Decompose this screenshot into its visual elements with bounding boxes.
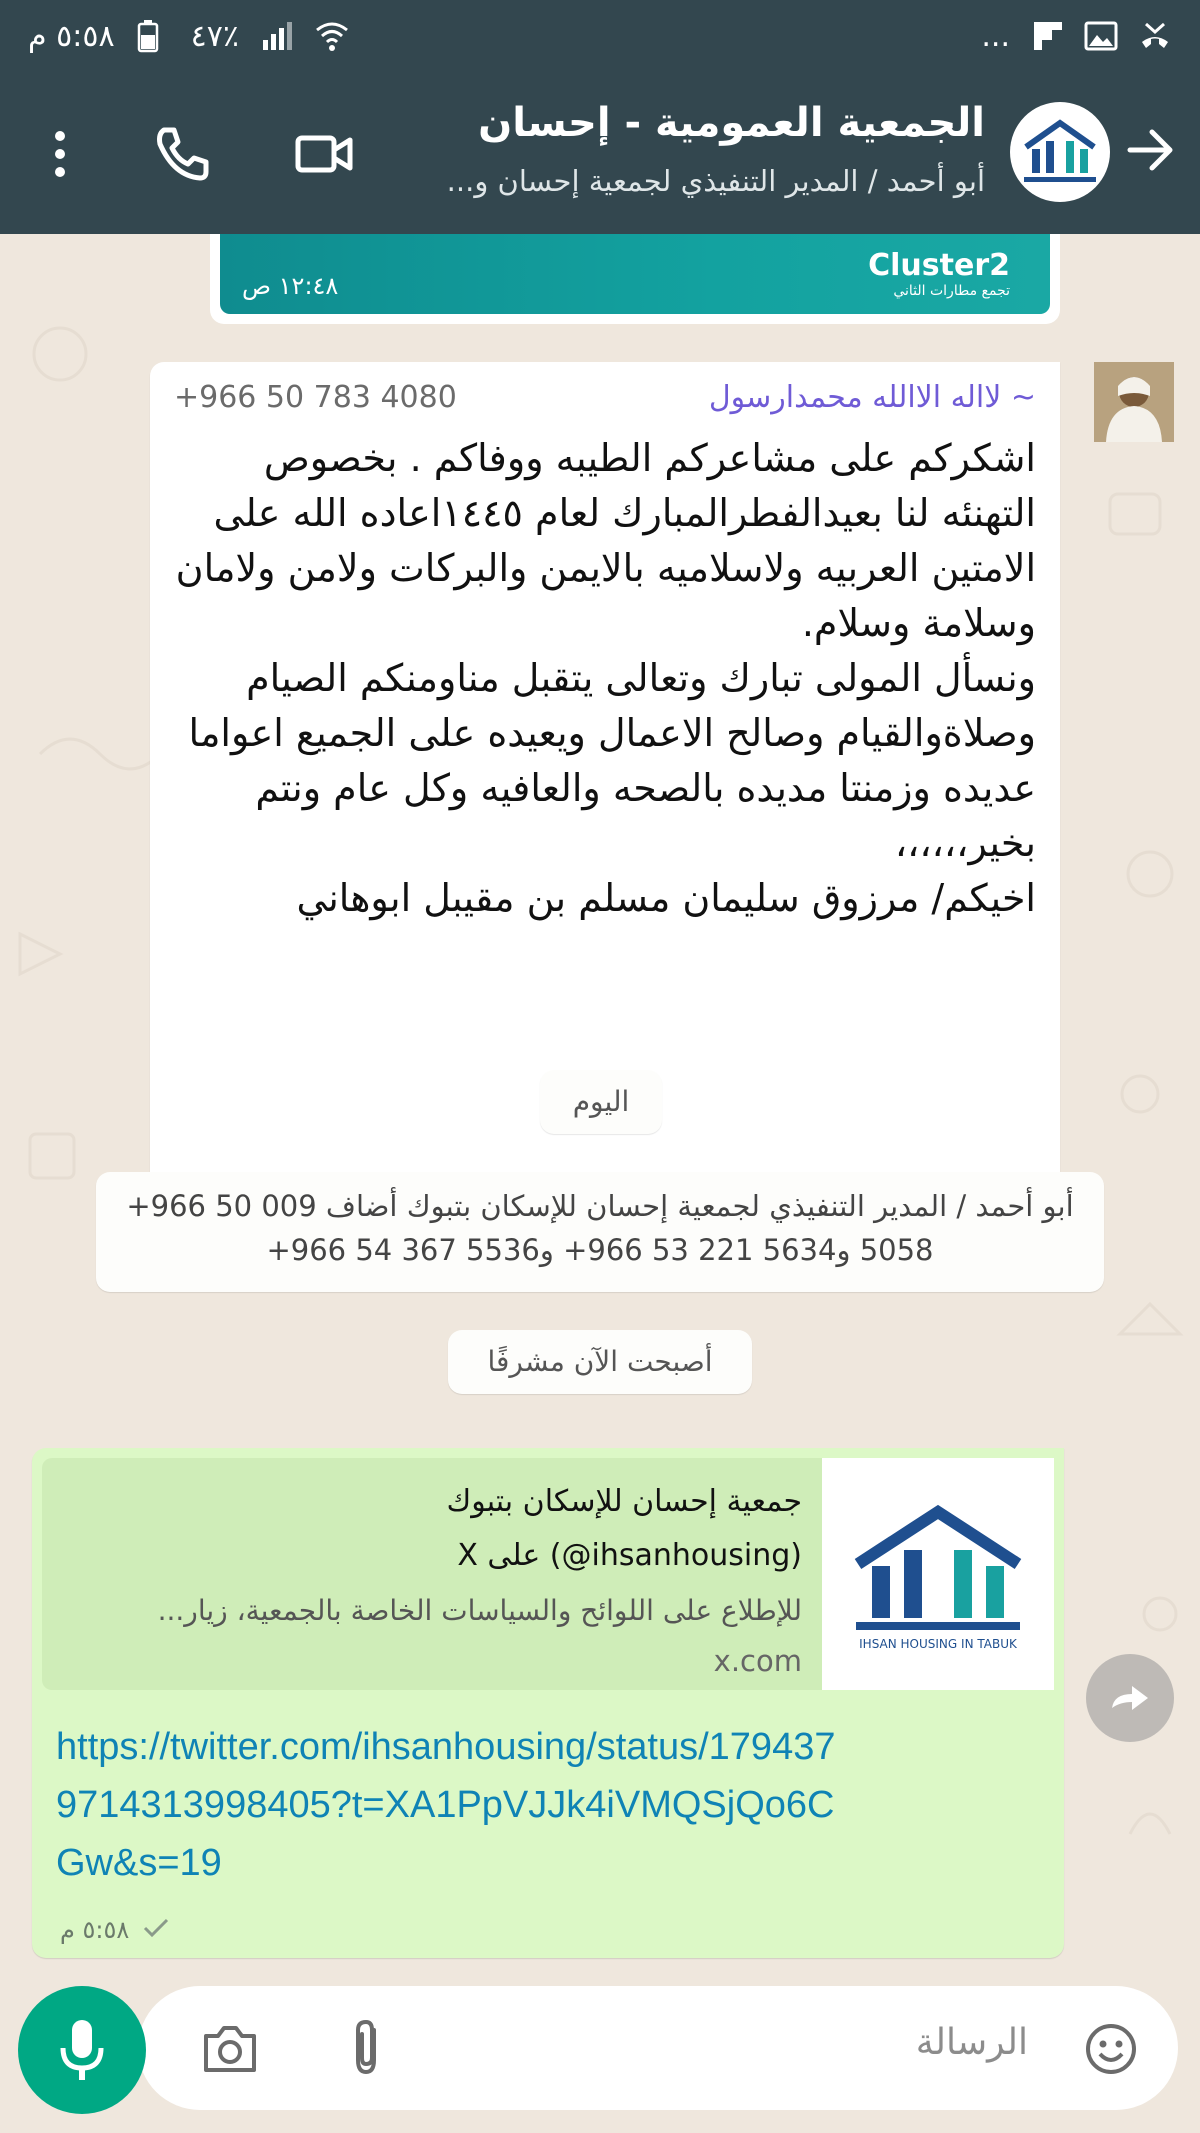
sent-check-icon	[143, 1916, 169, 1944]
flipboard-icon	[1032, 20, 1064, 52]
message-input[interactable]	[138, 1986, 1178, 2110]
status-bar	[0, 0, 1200, 72]
forward-button[interactable]	[1086, 1654, 1174, 1742]
camera-icon[interactable]	[198, 2018, 262, 2078]
ihsan-logo-icon	[838, 1494, 1038, 1654]
chat-title[interactable]: الجمعية العمومية - إحسان	[478, 100, 985, 146]
clock-time: ٥:٥٨ م	[28, 18, 115, 54]
back-arrow-icon[interactable]	[1122, 122, 1178, 178]
battery-percent: ٤٧٪	[190, 18, 239, 54]
more-notifications: ...	[981, 18, 1010, 54]
missed-call-icon	[1140, 20, 1172, 52]
message-time: ١٢:٤٨ ص	[242, 272, 339, 300]
gallery-icon	[1086, 20, 1118, 52]
preview-description: للإطلاع على اللوائح والسياسات الخاصة بالجمعية، زيار...	[157, 1594, 802, 1627]
group-avatar[interactable]	[1010, 102, 1110, 202]
cluster-brand-sub: تجمع مطارات الثاني	[893, 283, 1010, 299]
message-meta	[60, 1916, 169, 1944]
message-time: ٥:٥٨ م	[60, 1916, 130, 1944]
sender-phone: +966 50 783 4080	[174, 380, 457, 415]
message-link[interactable]: https://twitter.com/ihsanhousing/status/1794379714313998405?t=XA1PpVJJk4iVMQSjQo6CGw&s=19	[56, 1726, 836, 1884]
system-message: أبو أحمد / المدير التنفيذي لجمعية إحسان للإسكان بتبوك أضاف ‎+966 50 009 5058‎ و‎+966 53 221 5634‎ و‎+966 54 367 5536	[96, 1172, 1104, 1292]
logo-caption: IHSAN HOUSING IN TABUK	[859, 1637, 1017, 1651]
more-options-icon[interactable]	[40, 122, 80, 186]
microphone-icon	[57, 2016, 107, 2084]
emoji-icon[interactable]	[1084, 2022, 1138, 2076]
image-message[interactable]	[210, 234, 1060, 324]
link-preview[interactable]	[42, 1458, 1054, 1690]
preview-thumbnail	[822, 1458, 1054, 1690]
preview-handle: (ihsanhousing@) على X	[457, 1538, 802, 1573]
video-call-icon[interactable]	[292, 122, 356, 186]
message-header	[174, 380, 1036, 415]
outgoing-message[interactable]	[32, 1448, 1064, 1958]
ihsan-logo-icon	[1018, 117, 1102, 187]
signal-icon	[261, 20, 293, 52]
voice-record-button[interactable]	[18, 1986, 146, 2114]
admin-notice: أصبحت الآن مشرفًا	[448, 1330, 752, 1394]
preview-title: جمعية إحسان للإسكان بتبوك	[446, 1484, 802, 1519]
voice-call-icon[interactable]	[150, 122, 214, 186]
chat-subtitle[interactable]: أبو أحمد / المدير التنفيذي لجمعية إحسان و...	[446, 164, 985, 198]
wifi-icon	[315, 20, 347, 52]
status-left	[28, 19, 347, 54]
preview-domain: x.com	[713, 1644, 802, 1678]
sender-avatar[interactable]	[1094, 362, 1174, 442]
battery-icon	[137, 20, 169, 52]
date-separator: اليوم	[540, 1070, 662, 1134]
chat-header	[0, 72, 1200, 234]
message-text: اشكركم على مشاعركم الطيبه ووفاكم . بخصوص التهنئه لنا بعيدالفطرالمبارك لعام ١٤٤٥اعاده الله على الامتين العربيه ولاسلاميه بالايمن والبركات ولامن ولامان وسلامة وسلام. ونسأل المولى تبارك وتعالى يتقبل مناومنكم الصيام وصلاةوالقيام وصالح الاعمال ويعيده على الجميع اعواما عديده وزمنتا مديده بالصحه والعافيه وكل عام ونتم بخير،،،،،، اخيكم/ مرزوق سليمان مسلم بن مقيبل ابوهاني	[175, 436, 1036, 920]
attach-icon[interactable]	[338, 2016, 394, 2080]
cluster-brand-text: Cluster2	[868, 248, 1010, 283]
forward-icon	[1106, 1678, 1154, 1718]
composer-bar	[0, 1974, 1200, 2133]
message-placeholder: الرسالة	[915, 2022, 1028, 2063]
chat-area[interactable]	[0, 234, 1200, 1974]
sender-name[interactable]: ~ لااله الاالله محمدارسول	[708, 380, 1036, 415]
status-right	[981, 19, 1172, 54]
cluster-logo	[868, 248, 1010, 299]
image-thumbnail[interactable]	[220, 234, 1050, 314]
